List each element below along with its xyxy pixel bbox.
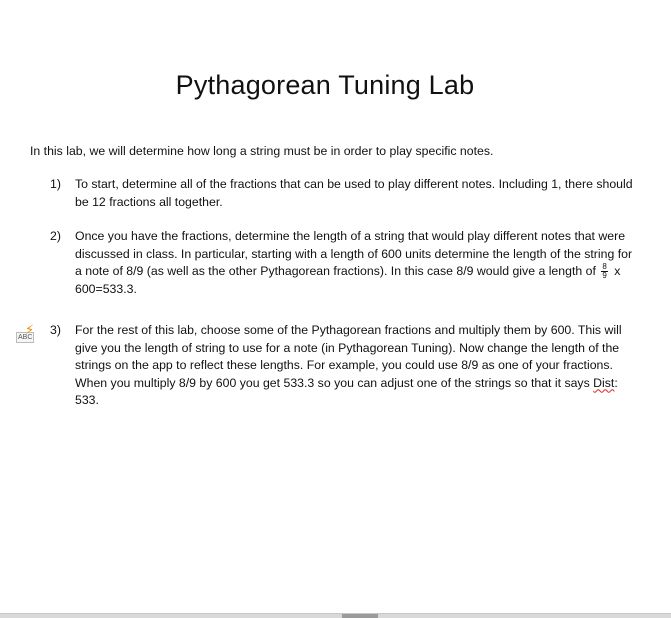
horizontal-scrollbar[interactable] — [0, 613, 671, 618]
list-item-number: 3) — [50, 323, 61, 337]
list-item-3 — [50, 322, 640, 410]
list-item-number: 2) — [50, 229, 61, 243]
spellcheck-label: ABC — [18, 334, 33, 341]
list-item-text-before: Once you have the fractions, determine the length of a string that would play different notes that were discussed in class. In particular, starting with a length of 600 units determine the length of the string for a note of 8/9 (as well as the other Pythagorean fractions). In this case 8/9 would give a length of — [75, 229, 633, 278]
fraction — [601, 263, 607, 280]
list-item-text — [75, 322, 640, 410]
list-item-number: 1) — [50, 177, 61, 191]
spellcheck-lightning-icon[interactable] — [16, 323, 38, 343]
list-item-2 — [50, 228, 640, 298]
list-item-text-before: For the rest of this lab, choose some of the Pythagorean fractions and multiply them by 600. This will give you the length of string to use for a note (in Pythagorean Tuning). Now change the length of the strings on the app to reflect these lengths. For example, you could use 8/9 as one of your fractions. When you multiply 8/9 by 600 you get 533.3 so you can adjust one of the strings so that it says — [75, 323, 622, 390]
scrollbar-thumb[interactable] — [342, 614, 378, 618]
list-item-1 — [50, 176, 640, 211]
fraction-numerator: 8 — [602, 262, 607, 272]
list-item-text-after: x 600=533.3. — [75, 264, 621, 296]
list-item-text-after: : 533. — [75, 375, 618, 407]
misspelled-word[interactable]: Dist — [593, 375, 615, 390]
fraction-denominator: 9 — [602, 271, 607, 281]
intro-paragraph: In this lab, we will determine how long a string must be in order to play specific notes. — [30, 144, 494, 158]
list-item-text: To start, determine all of the fractions that can be used to play different notes. Including 1, there should be 12 fractions all together. — [75, 177, 633, 209]
lightning-icon: ⚡ — [25, 322, 35, 337]
page-title: Pythagorean Tuning Lab — [175, 70, 475, 100]
list-item-text — [75, 228, 640, 298]
